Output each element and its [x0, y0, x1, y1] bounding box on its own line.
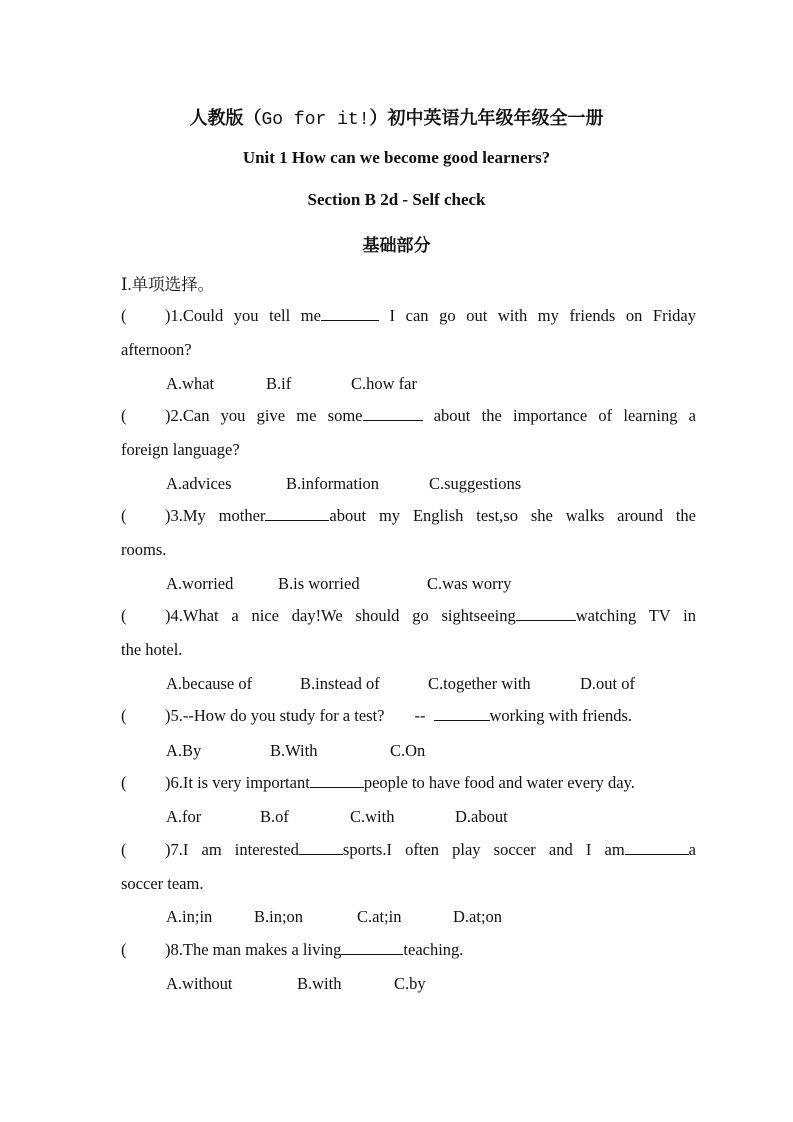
option-c[interactable]: C.by — [394, 974, 426, 993]
exercise-heading: Ⅰ.单项选择。 — [121, 275, 215, 294]
question-stem-cont: foreign language? — [121, 440, 240, 459]
option-c[interactable]: C.suggestions — [429, 474, 522, 493]
option-c[interactable]: C.On — [390, 741, 426, 760]
option-c[interactable]: C.together with — [428, 674, 531, 693]
option-c[interactable]: C.at;in — [357, 907, 402, 926]
question-stem: ( )7.I am interested sports.I often play soccer and I am a — [121, 840, 696, 859]
question-2 — [121, 399, 696, 467]
question-stem: ( )1.Could you tell me I can go out with my friends on Friday — [121, 306, 697, 325]
option-c[interactable]: C.how far — [351, 374, 417, 393]
question-4 — [121, 599, 696, 667]
option-b[interactable]: B.in;on — [254, 907, 304, 926]
option-c[interactable]: C.was worry — [427, 574, 512, 593]
question-stem: ( )8.The man makes a living teaching. — [121, 940, 464, 959]
answer-blank[interactable] — [625, 840, 689, 855]
unit-title: Unit 1 How can we become good learners? — [242, 148, 551, 167]
answer-blank[interactable] — [516, 606, 576, 621]
question-3 — [121, 499, 696, 567]
option-a[interactable]: A.without — [166, 974, 233, 993]
option-d[interactable]: D.out of — [580, 674, 635, 693]
question-stem: ( )3.My mother about my English test,so she walks around the — [121, 506, 696, 525]
option-a[interactable]: A.what — [166, 374, 215, 393]
question-8 — [121, 933, 696, 967]
question-7 — [121, 833, 696, 901]
option-a[interactable]: A.By — [166, 741, 202, 760]
question-3-options — [166, 574, 511, 594]
option-a[interactable]: A.worried — [166, 574, 234, 593]
question-stem-cont: the hotel. — [121, 640, 183, 659]
question-stem-cont: afternoon? — [121, 340, 192, 359]
question-1 — [121, 299, 696, 367]
question-6 — [121, 766, 696, 800]
option-b[interactable]: B.information — [286, 474, 380, 493]
option-b[interactable]: B.of — [260, 807, 289, 826]
question-8-options — [166, 974, 426, 994]
option-a[interactable]: A.advices — [166, 474, 232, 493]
option-b[interactable]: B.instead of — [300, 674, 380, 693]
option-b[interactable]: B.with — [297, 974, 342, 993]
question-5 — [121, 699, 696, 733]
question-1-options — [166, 374, 417, 394]
question-stem: ( )2.Can you give me some about the importance of learning a — [121, 406, 697, 425]
option-c[interactable]: C.with — [350, 807, 395, 826]
answer-blank[interactable] — [341, 940, 403, 955]
option-d[interactable]: D.at;on — [453, 907, 503, 926]
answer-blank[interactable] — [310, 773, 364, 788]
question-stem-cont: rooms. — [121, 540, 167, 559]
answer-blank[interactable] — [363, 406, 423, 421]
answer-blank[interactable] — [265, 506, 329, 521]
option-b[interactable]: B.With — [270, 741, 318, 760]
part-title: 基础部分 — [362, 236, 431, 255]
question-2-options — [166, 474, 521, 494]
question-6-options — [166, 807, 508, 827]
answer-blank[interactable] — [434, 706, 490, 721]
option-a[interactable]: A.because of — [166, 674, 253, 693]
section-title: Section B 2d - Self check — [307, 190, 486, 209]
question-stem: ( )6.It is very important people to have food and water every day. — [121, 773, 635, 792]
option-a[interactable]: A.in;in — [166, 907, 213, 926]
document-title: 人教版（Go for it!）初中英语九年级年级全一册 — [189, 108, 604, 130]
option-b[interactable]: B.is worried — [278, 574, 360, 593]
answer-blank[interactable] — [299, 840, 343, 855]
option-d[interactable]: D.about — [455, 807, 508, 826]
option-b[interactable]: B.if — [266, 374, 292, 393]
question-stem: ( )5.--How do you study for a test? -- working with friends. — [121, 706, 633, 725]
question-5-options — [166, 741, 425, 761]
question-7-options — [166, 907, 502, 927]
question-stem-cont: soccer team. — [121, 874, 204, 893]
question-stem: ( )4.What a nice day!We should go sightseeing watching TV in — [121, 606, 697, 625]
answer-blank[interactable] — [321, 306, 379, 321]
option-a[interactable]: A.for — [166, 807, 202, 826]
question-4-options — [166, 674, 635, 694]
